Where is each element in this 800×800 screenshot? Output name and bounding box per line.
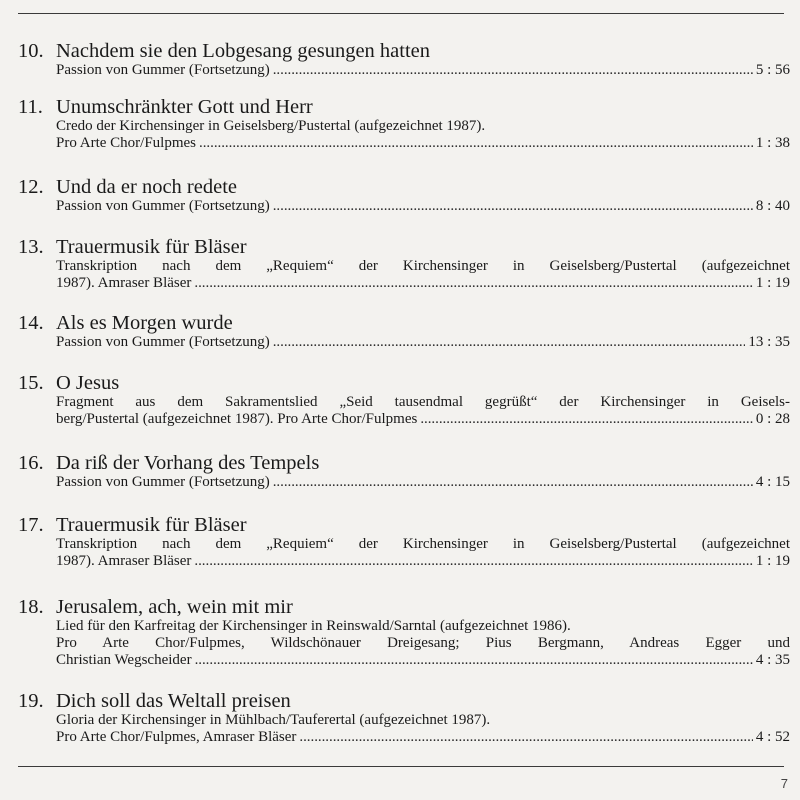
track-description	[56, 712, 790, 746]
track-title: O Jesus	[56, 372, 120, 394]
track-title: Trauermusik für Bläser	[56, 514, 247, 536]
credit-text: 1987). Amraser Bläser	[56, 553, 192, 569]
track-entry	[18, 40, 790, 79]
track-entry	[18, 596, 790, 669]
description-line: Gloria der Kirchensinger in Mühlbach/Tauferertal (aufgezeichnet 1987).	[56, 712, 491, 728]
track-description	[56, 474, 790, 491]
credit-text: Passion von Gummer (Fortsetzung)	[56, 198, 270, 214]
description-line: Transkription nach dem „Requiem“ der Kirchensinger in Geiselsberg/Pustertal (aufgezeichnet	[56, 258, 790, 274]
track-duration: 0 : 28	[755, 411, 790, 427]
track-description	[56, 536, 790, 570]
description-line: Pro Arte Chor/Fulpmes, Wildschönauer Dreigesang; Pius Bergmann, Andreas Egger und	[56, 635, 790, 651]
dot-leader	[194, 275, 752, 292]
credit-text: berg/Pustertal (aufgezeichnet 1987). Pro Arte Chor/Fulpmes	[56, 411, 418, 427]
credit-line	[56, 652, 790, 669]
credit-text: Pro Arte Chor/Fulpmes, Amraser Bläser	[56, 729, 297, 745]
track-title-line	[18, 452, 790, 474]
credit-line	[56, 275, 790, 292]
track-entry	[18, 372, 790, 428]
description-line: Transkription nach dem „Requiem“ der Kirchensinger in Geiselsberg/Pustertal (aufgezeichnet	[56, 536, 790, 552]
track-entry	[18, 236, 790, 292]
track-entry	[18, 96, 790, 152]
dot-leader	[273, 474, 753, 491]
bottom-rule	[18, 766, 784, 767]
description-line: Lied für den Karfreitag der Kirchensinger in Reinswald/Sarntal (aufgezeichnet 1986).	[56, 618, 571, 634]
track-number: 17.	[18, 514, 44, 536]
track-duration: 5 : 56	[755, 62, 790, 78]
track-duration: 4 : 15	[755, 474, 790, 490]
dot-leader	[194, 553, 752, 570]
track-number: 18.	[18, 596, 44, 618]
track-number: 11.	[18, 96, 43, 118]
track-title: Und da er noch redete	[56, 176, 237, 198]
track-description	[56, 618, 790, 669]
top-rule	[18, 13, 784, 14]
track-duration: 4 : 35	[755, 652, 790, 668]
track-title-line	[18, 596, 790, 618]
track-duration: 1 : 19	[755, 275, 790, 291]
credit-line	[56, 411, 790, 428]
dot-leader	[273, 334, 746, 351]
track-title: Jerusalem, ach, wein mit mir	[56, 596, 293, 618]
track-entry	[18, 312, 790, 351]
track-title-line	[18, 96, 790, 118]
credit-line	[56, 135, 790, 152]
credit-text: 1987). Amraser Bläser	[56, 275, 192, 291]
track-duration: 4 : 52	[755, 729, 790, 745]
track-entry	[18, 452, 790, 491]
credit-line	[56, 62, 790, 79]
track-title-line	[18, 514, 790, 536]
dot-leader	[273, 198, 753, 215]
track-number: 14.	[18, 312, 44, 334]
track-title-line	[18, 40, 790, 62]
track-title-line	[18, 312, 790, 334]
dot-leader	[273, 62, 753, 79]
track-description	[56, 62, 790, 79]
track-title: Da riß der Vorhang des Tempels	[56, 452, 320, 474]
track-entry	[18, 514, 790, 570]
track-title-line	[18, 176, 790, 198]
track-title-line	[18, 690, 790, 712]
track-description	[56, 394, 790, 428]
track-entry	[18, 690, 790, 746]
track-title: Unumschränkter Gott und Herr	[56, 96, 313, 118]
track-title: Trauermusik für Bläser	[56, 236, 247, 258]
track-title-line	[18, 372, 790, 394]
track-duration: 13 : 35	[748, 334, 790, 350]
track-duration: 1 : 38	[755, 135, 790, 151]
track-duration: 8 : 40	[755, 198, 790, 214]
dot-leader	[299, 729, 752, 746]
track-title: Als es Morgen wurde	[56, 312, 233, 334]
track-number: 19.	[18, 690, 44, 712]
description-line: Credo der Kirchensinger in Geiselsberg/Pustertal (aufgezeichnet 1987).	[56, 118, 486, 134]
track-title-line	[18, 236, 790, 258]
description-line: Fragment aus dem Sakramentslied „Seid tausendmal gegrüßt“ der Kirchensinger in Geisels-	[56, 394, 790, 410]
track-number: 16.	[18, 452, 44, 474]
track-title: Nachdem sie den Lobgesang gesungen hatten	[56, 40, 431, 62]
track-description	[56, 258, 790, 292]
credit-line	[56, 334, 790, 351]
track-entry	[18, 176, 790, 215]
credit-text: Passion von Gummer (Fortsetzung)	[56, 474, 270, 490]
track-description	[56, 198, 790, 215]
track-duration: 1 : 19	[755, 553, 790, 569]
credit-line	[56, 729, 790, 746]
page-number: 7	[780, 776, 788, 791]
credit-line	[56, 198, 790, 215]
track-number: 13.	[18, 236, 44, 258]
track-number: 12.	[18, 176, 44, 198]
credit-line	[56, 474, 790, 491]
track-description	[56, 118, 790, 152]
track-number: 10.	[18, 40, 44, 62]
credit-text: Christian Wegscheider	[56, 652, 192, 668]
dot-leader	[195, 652, 753, 669]
track-description	[56, 334, 790, 351]
track-number: 15.	[18, 372, 44, 394]
track-title: Dich soll das Weltall preisen	[56, 690, 291, 712]
credit-line	[56, 553, 790, 570]
credit-text: Passion von Gummer (Fortsetzung)	[56, 62, 270, 78]
dot-leader	[199, 135, 753, 152]
credit-text: Pro Arte Chor/Fulpmes	[56, 135, 197, 151]
dot-leader	[420, 411, 753, 428]
credit-text: Passion von Gummer (Fortsetzung)	[56, 334, 270, 350]
